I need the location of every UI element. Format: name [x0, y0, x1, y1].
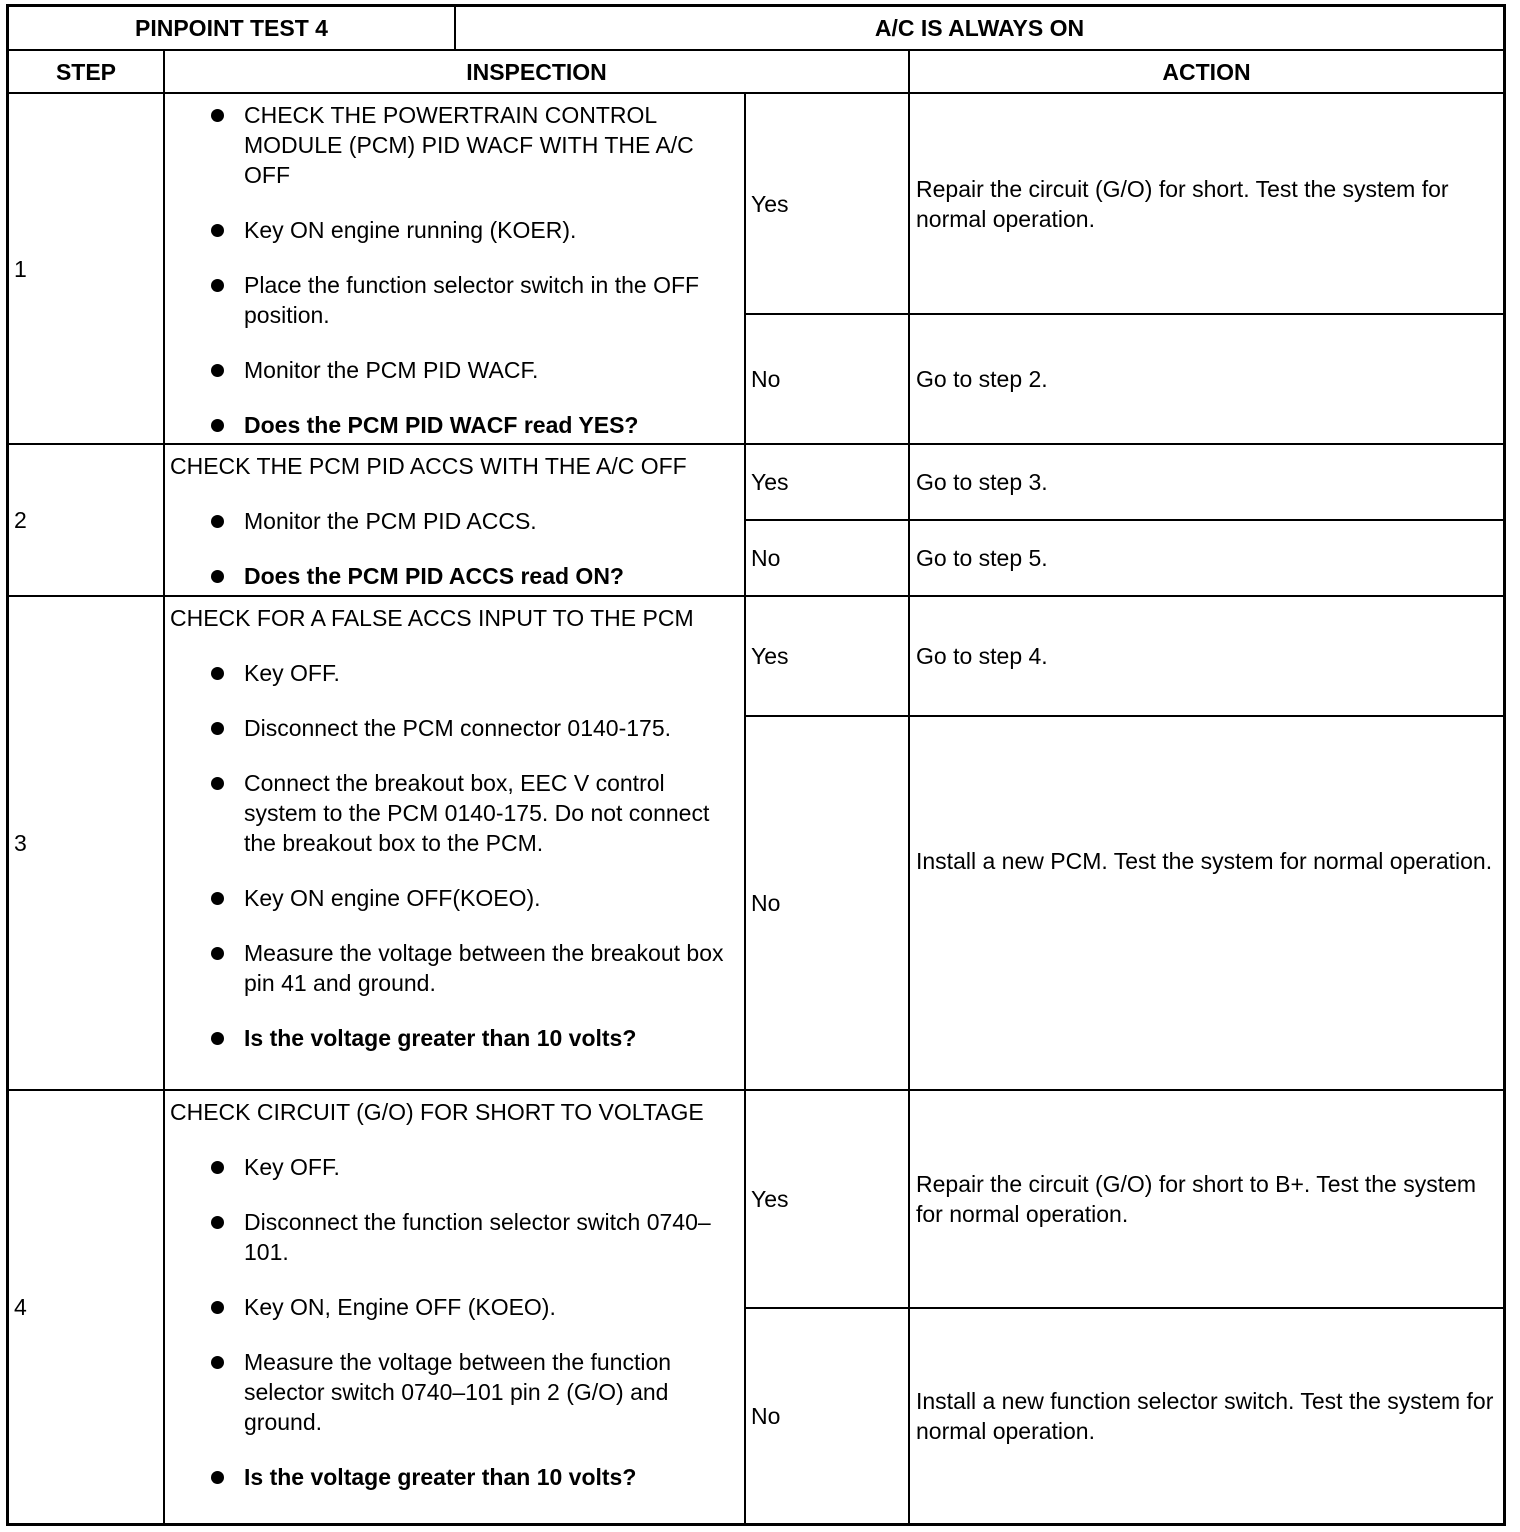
- bullet-dot-icon: [211, 224, 224, 237]
- inspection-bullet: Key ON, Engine OFF (KOEO).: [170, 1292, 734, 1322]
- inspection-bullet: Connect the breakout box, EEC V control system to the PCM 0140-175. Do not connect the breakout box to the PCM.: [170, 768, 734, 858]
- answer-no: No: [751, 890, 781, 916]
- action-no: Go to step 5.: [916, 545, 1048, 571]
- inspection-bullet: Disconnect the function selector switch 0740–101.: [170, 1207, 734, 1267]
- inspection-cell: [165, 94, 744, 443]
- inspection-cell: [165, 1091, 744, 1523]
- bullet-dot-icon: [211, 364, 224, 377]
- bullet-dot-icon: [211, 1032, 224, 1045]
- step-number: 4: [14, 1294, 27, 1320]
- step-number: 1: [14, 255, 27, 282]
- inspection-bullet: Key ON engine running (KOER).: [170, 215, 734, 245]
- inspection-bullet: Monitor the PCM PID ACCS.: [170, 506, 734, 536]
- step-number: 2: [14, 507, 27, 533]
- inspection-cell: [165, 597, 744, 1089]
- column-header-step: STEP: [55, 58, 117, 85]
- bullet-dot-icon: [211, 515, 224, 528]
- bullet-dot-icon: [211, 109, 224, 122]
- bullet-dot-icon: [211, 1471, 224, 1484]
- bullet-dot-icon: [211, 570, 224, 583]
- action-no: Install a new PCM. Test the system for normal operation.: [916, 848, 1493, 874]
- bullet-dot-icon: [211, 419, 224, 432]
- inspection-bullet: Place the function selector switch in the OFF position.: [170, 270, 734, 330]
- bullet-dot-icon: [211, 667, 224, 680]
- inspection-question: Is the voltage greater than 10 volts?: [170, 1023, 734, 1053]
- bullet-dot-icon: [211, 1301, 224, 1314]
- inspection-bullet: CHECK THE POWERTRAIN CONTROL MODULE (PCM) PID WACF WITH THE A/C OFF: [170, 100, 734, 190]
- answer-no: No: [751, 545, 781, 571]
- bullet-dot-icon: [211, 892, 224, 905]
- inspection-intro: CHECK FOR A FALSE ACCS INPUT TO THE PCM: [170, 605, 694, 631]
- column-header-action: ACTION: [1162, 58, 1251, 85]
- inspection-bullet: Measure the voltage between the breakout box pin 41 and ground.: [170, 938, 734, 998]
- inspection-bullet: Key OFF.: [170, 1152, 734, 1182]
- inspection-intro: CHECK CIRCUIT (G/O) FOR SHORT TO VOLTAGE: [170, 1099, 704, 1125]
- inspection-bullet: Key ON engine OFF(KOEO).: [170, 883, 734, 913]
- answer-yes: Yes: [751, 190, 789, 217]
- bullet-dot-icon: [211, 279, 224, 292]
- inspection-bullet: Key OFF.: [170, 658, 734, 688]
- bullet-dot-icon: [211, 1356, 224, 1369]
- bullet-dot-icon: [211, 947, 224, 960]
- inspection-question: Does the PCM PID ACCS read ON?: [170, 561, 734, 591]
- action-no: Install a new function selector switch. Test the system for normal operation.: [916, 1388, 1494, 1444]
- pinpoint-test-table: [6, 4, 1506, 1526]
- bullet-dot-icon: [211, 722, 224, 735]
- bullet-dot-icon: [211, 1216, 224, 1229]
- answer-yes: Yes: [751, 469, 789, 495]
- answer-yes: Yes: [751, 1186, 789, 1212]
- action-yes: Repair the circuit (G/O) for short. Test the system for normal operation.: [916, 175, 1449, 232]
- action-yes: Repair the circuit (G/O) for short to B+. Test the system for normal operation.: [916, 1171, 1477, 1227]
- answer-no: No: [751, 1403, 781, 1429]
- test-number-label: PINPOINT TEST 4: [135, 15, 328, 41]
- inspection-intro: CHECK THE PCM PID ACCS WITH THE A/C OFF: [170, 453, 687, 479]
- inspection-question: Does the PCM PID WACF read YES?: [170, 410, 734, 440]
- bullet-dot-icon: [211, 1161, 224, 1174]
- bullet-dot-icon: [211, 777, 224, 790]
- answer-yes: Yes: [751, 643, 789, 669]
- action-yes: Go to step 3.: [916, 469, 1048, 495]
- column-header-inspection: INSPECTION: [466, 58, 607, 85]
- inspection-question: Is the voltage greater than 10 volts?: [170, 1462, 734, 1492]
- test-title: A/C IS ALWAYS ON: [874, 15, 1085, 41]
- inspection-bullet: Disconnect the PCM connector 0140-175.: [170, 713, 734, 743]
- inspection-cell: [165, 445, 744, 595]
- step-number: 3: [14, 830, 27, 856]
- answer-no: No: [751, 366, 781, 392]
- action-no: Go to step 2.: [916, 366, 1048, 392]
- action-yes: Go to step 4.: [916, 643, 1048, 669]
- inspection-bullet: Measure the voltage between the function selector switch 0740–101 pin 2 (G/O) and ground.: [170, 1347, 734, 1437]
- inspection-bullet: Monitor the PCM PID WACF.: [170, 355, 734, 385]
